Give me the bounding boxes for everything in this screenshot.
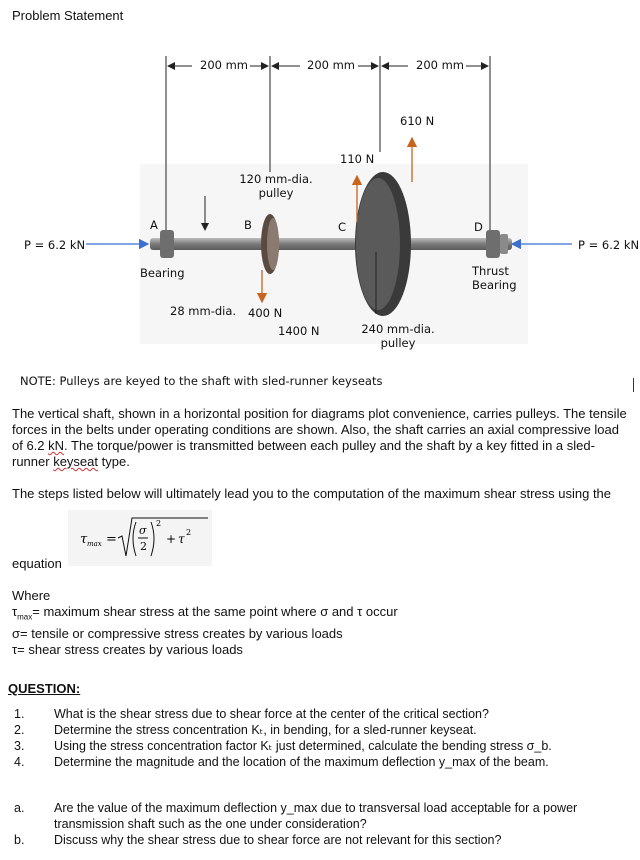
shaft bbox=[150, 238, 512, 250]
steps-paragraph: The steps listed below will ultimately lead you to the computation of the maximum shear stress using the bbox=[12, 486, 612, 501]
bearing-d-collar bbox=[500, 234, 508, 254]
bearing-d bbox=[486, 230, 500, 258]
problem-paragraph: The vertical shaft, shown in a horizontal position for diagrams plot convenience, carries pulleys. The tensile forces in the belts under operating conditions are shown. Also, the shaft carries an axial compressive load of 6.2 kN. The torque/power is transmitted between each pulley and the shaft by a key fitted in a sled-runner keyseat type. bbox=[12, 406, 627, 469]
formula-equals: = bbox=[106, 532, 117, 547]
page-title: Problem Statement bbox=[12, 8, 124, 23]
dim-label-ab: 200 mm bbox=[200, 58, 249, 72]
force-400-label: 400 N bbox=[248, 306, 283, 320]
pulley-c-face bbox=[356, 178, 400, 310]
thrust-bearing-label: Thrust Bearing bbox=[472, 264, 517, 292]
shaft-diagram bbox=[0, 52, 640, 392]
axial-load-left-label: P = 6.2 kN bbox=[24, 238, 86, 252]
subquestion-item: a. Are the value of the maximum deflection y_max due to transversal load acceptable for a power transmission shaft such as the one under consideration? bbox=[14, 801, 578, 831]
point-b-label: B bbox=[244, 218, 252, 232]
axial-load-right-label: P = 6.2 kN bbox=[578, 238, 640, 252]
where-line-3: τ= shear stress creates by various loads bbox=[12, 641, 243, 657]
question-item: 4. Determine the magnitude and the location of the maximum deflection y_max of the beam. bbox=[14, 755, 549, 769]
point-a-label: A bbox=[150, 218, 158, 232]
dim-label-cd: 200 mm bbox=[416, 58, 465, 72]
where-block bbox=[12, 588, 398, 658]
shaft-drawing bbox=[0, 52, 640, 392]
where-heading: Where bbox=[12, 588, 51, 603]
where-line-2: σ= tensile or compressive stress creates by various loads bbox=[12, 625, 343, 641]
dim-label-bc: 200 mm bbox=[307, 58, 356, 72]
shaft-diameter-label: 28 mm-dia. bbox=[170, 304, 237, 318]
force-1400-label: 1400 N bbox=[278, 324, 320, 338]
equation-word: equation bbox=[12, 556, 62, 571]
formula-tau-exp: 2 bbox=[186, 528, 192, 537]
subquestion-list bbox=[12, 800, 632, 848]
point-c-label: C bbox=[338, 220, 347, 234]
formula-sigma: σ bbox=[139, 524, 147, 537]
force-610-label: 610 N bbox=[400, 114, 435, 128]
bearing-a bbox=[160, 230, 174, 258]
pulley-c-label: 240 mm-dia. pulley bbox=[361, 322, 435, 350]
where-line-1: $\tau_{max}=$ maximum shear stress at the same point where σ and τ occur bbox=[12, 604, 398, 622]
question-item: 2. Determine the stress concentration Kₜ, in bending, for a sled-runner keyseat. bbox=[14, 723, 477, 737]
formula-drawing bbox=[68, 510, 212, 566]
paren-right bbox=[151, 522, 154, 556]
max-shear-formula bbox=[68, 510, 212, 566]
text-cursor bbox=[633, 378, 634, 392]
formula-plus: + bbox=[166, 532, 177, 546]
point-d-label: D bbox=[474, 220, 483, 234]
formula-lhs: τ bbox=[80, 532, 88, 547]
formula-two: 2 bbox=[140, 540, 147, 553]
radical-sign bbox=[118, 518, 208, 556]
formula-exp: 2 bbox=[156, 519, 162, 528]
pulley-b-label: 120 mm-dia. pulley bbox=[239, 172, 313, 200]
question-heading: QUESTION: bbox=[8, 681, 81, 696]
subquestion-item: b. Discuss why the shear stress due to shear force are not relevant for this section? bbox=[14, 833, 502, 847]
question-list bbox=[12, 706, 632, 770]
question-item: 1. What is the shear stress due to shear force at the center of the critical section? bbox=[14, 707, 489, 721]
formula-tau: τ bbox=[178, 532, 185, 546]
paren-left bbox=[133, 522, 136, 556]
force-110-label: 110 N bbox=[340, 152, 375, 166]
question-item: 3. Using the stress concentration factor Kₜ just determined, calculate the bending stress σ_b. bbox=[14, 739, 552, 753]
diagram-note: NOTE: Pulleys are keyed to the shaft with sled-runner keyseats bbox=[20, 374, 383, 388]
formula-lhs-sub: max bbox=[87, 540, 102, 548]
pulley-b-face bbox=[267, 218, 279, 270]
bearing-label: Bearing bbox=[140, 266, 185, 280]
